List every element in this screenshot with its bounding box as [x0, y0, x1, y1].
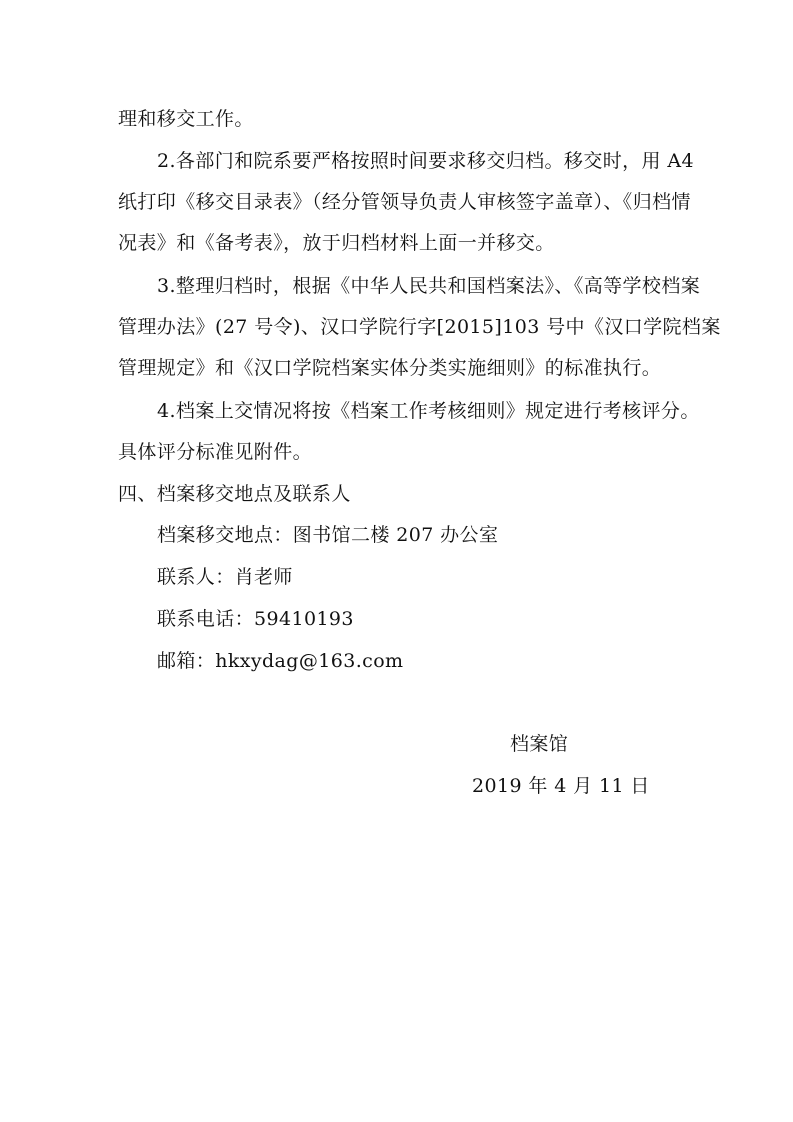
item-3-line-3: 管理规定》和《汉口学院档案实体分类实施细则》的标准执行。: [118, 357, 662, 379]
item-3-line-1: 3.整理归档时，根据《中华人民共和国档案法》、《高等学校档案: [157, 275, 701, 297]
section-heading: 四、档案移交地点及联系人: [118, 483, 351, 505]
signature-organization: 档案馆: [510, 733, 569, 755]
item-4-line-2: 具体评分标准见附件。: [118, 441, 313, 463]
item-2-line-2: 纸打印《移交目录表》（经分管领导负责人审核签字盖章）、《归档情: [118, 191, 691, 213]
signature-date: 2019 年 4 月 11 日: [472, 775, 650, 797]
item-2-line-1: 2.各部门和院系要严格按照时间要求移交归档。移交时，用 A4: [157, 150, 694, 172]
item-3-line-2: 管理办法》(27 号令)、汉口学院行字[2015]103 号中《汉口学院档案: [118, 316, 721, 338]
item-4-line-1: 4.档案上交情况将按《档案工作考核细则》规定进行考核评分。: [157, 400, 700, 422]
item-2-line-3: 况表》和《备考表》，放于归档材料上面一并移交。: [118, 232, 555, 254]
paragraph-continuation: 理和移交工作。: [118, 108, 254, 130]
contact-person: 联系人：肖老师: [157, 566, 293, 588]
contact-phone: 联系电话：59410193: [157, 608, 354, 630]
contact-email: 邮箱：hkxydag@163.com: [157, 650, 404, 672]
transfer-location: 档案移交地点：图书馆二楼 207 办公室: [157, 524, 499, 546]
